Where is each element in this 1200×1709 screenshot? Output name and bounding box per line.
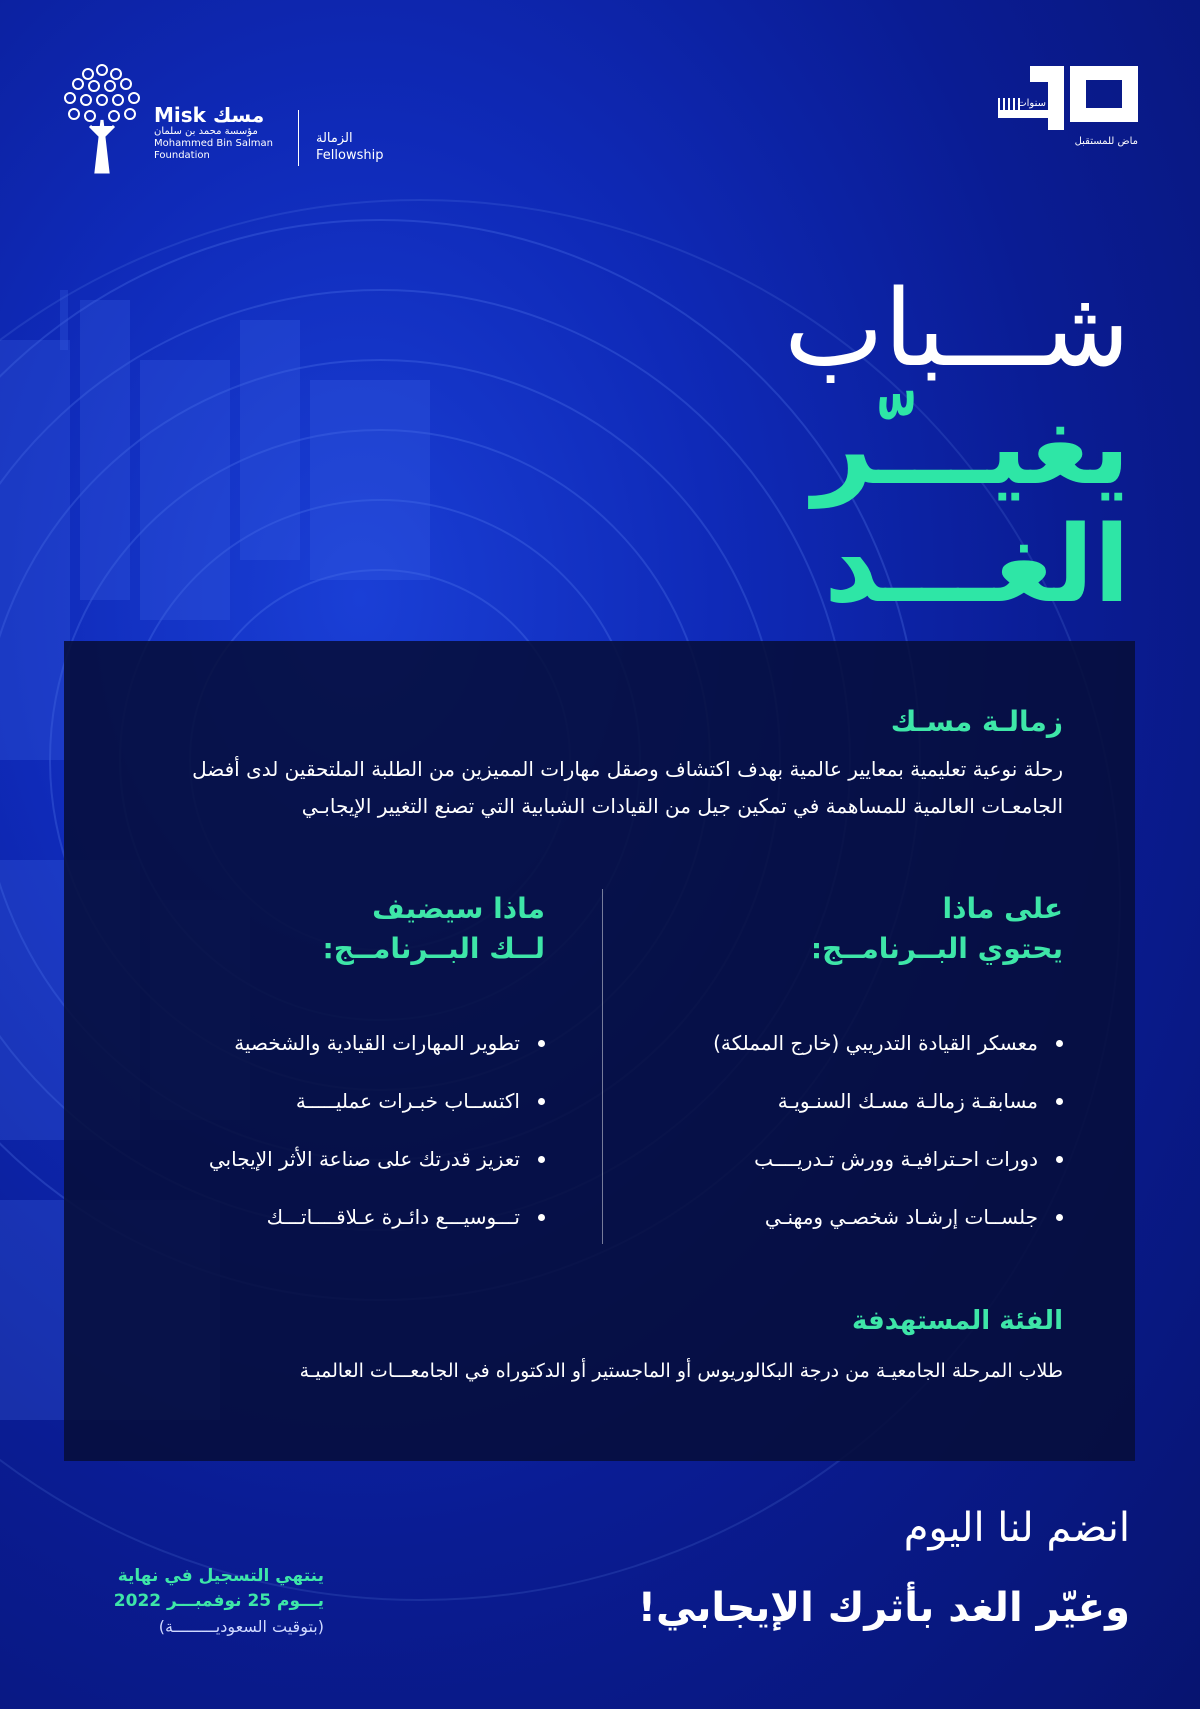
contents-list xyxy=(643,1029,1063,1231)
list-item xyxy=(125,1087,545,1115)
hero-title xyxy=(783,267,1130,626)
list-item-text: دورات احـترافيـة وورش تـدريــــب xyxy=(754,1147,1038,1171)
list-item xyxy=(125,1203,545,1231)
contents-title-line-1: على ماذا xyxy=(942,892,1063,925)
ten-years-logo xyxy=(990,62,1140,152)
fellowship-label xyxy=(316,130,383,164)
list-item-text: مسابقـة زمالـة مسـك السنـويـة xyxy=(777,1089,1038,1113)
target-text: طلاب المرحلة الجامعيـة من درجة البكالوريوس أو الماجستير أو الدكتوراه في الجامعـــات العالميـة xyxy=(299,1360,1063,1382)
join-heading: انضم لنا اليوم xyxy=(903,1505,1130,1551)
list-item-text: تعزيز قدرتك على صناعة الأثر الإيجابي xyxy=(208,1147,520,1171)
bullet-icon xyxy=(538,1098,545,1105)
contents-title xyxy=(643,889,1063,979)
bullet-icon xyxy=(538,1156,545,1163)
column-divider xyxy=(602,889,603,1244)
registration-deadline xyxy=(88,1564,324,1639)
list-item xyxy=(125,1029,545,1057)
anniversary-years: سنوات xyxy=(1017,98,1046,109)
fellowship-en: Fellowship xyxy=(316,148,384,163)
list-item xyxy=(643,1145,1063,1173)
hero-line-3: الغـــد xyxy=(824,503,1130,626)
benefits-title-line-1: ماذا سيضيف xyxy=(372,892,545,925)
list-item xyxy=(643,1087,1063,1115)
bullet-icon xyxy=(1056,1040,1063,1047)
list-item-text: جلســات إرشـاد شخصـي ومهنـي xyxy=(764,1205,1038,1229)
misk-sub-en-2: Foundation xyxy=(154,150,210,161)
contents-column xyxy=(643,889,1063,1261)
list-item-text: تـــوسيـــع دائـرة عـلاقــــاتـــك xyxy=(266,1205,520,1229)
bullet-icon xyxy=(538,1214,545,1221)
registration-line-1: ينتهي التسجيل في نهاية xyxy=(117,1566,324,1586)
join-subheading: وغيّر الغد بأثرك الإيجابي! xyxy=(637,1585,1130,1631)
contents-title-line-2: يحتوي البــرنامــج: xyxy=(810,932,1063,965)
benefits-column xyxy=(125,889,545,1261)
tree-icon xyxy=(60,60,144,176)
misk-text xyxy=(154,104,273,162)
logo-divider xyxy=(298,110,299,166)
benefits-title xyxy=(125,889,545,979)
misk-sub-en-1: Mohammed Bin Salman xyxy=(154,138,273,149)
bullet-icon xyxy=(1056,1098,1063,1105)
misk-name: Misk مسك xyxy=(154,103,265,127)
registration-line-3: (بتوقيت السعوديـــــــــة) xyxy=(158,1617,324,1636)
list-item xyxy=(643,1203,1063,1231)
hero-line-1: شـــباب xyxy=(783,267,1130,390)
misk-logo xyxy=(60,60,400,180)
bullet-icon xyxy=(1056,1156,1063,1163)
fellowship-ar: الزمالة xyxy=(316,131,353,146)
list-item-text: تطوير المهارات القيادية والشخصية xyxy=(234,1031,520,1055)
list-item-text: معسكر القيادة التدريبي (خارج المملكة) xyxy=(713,1031,1038,1055)
benefits-list xyxy=(125,1029,545,1231)
about-title: زمالـة مسـك xyxy=(890,705,1063,738)
list-item-text: اكتســاب خبـرات عمليـــــة xyxy=(295,1089,520,1113)
about-text: رحلة نوعية تعليمية بمعايير عالمية بهدف اكتشاف وصقل مهارات المميزين من الطلبة الملتحقين لدى أفضل الجامعـات العالمية للمساهمة في تمكين جيل من القيادات الشبابية التي تصنع التغيير الإيجابـي xyxy=(192,757,1063,818)
benefits-title-line-2: لــك البــرنامــج: xyxy=(322,932,545,965)
misk-sub-ar: مؤسسة محمد بن سلمان xyxy=(154,126,258,137)
target-title: الفئة المستهدفة xyxy=(852,1306,1063,1336)
anniversary-tagline: ماض للمستقبل xyxy=(1074,136,1138,147)
bullet-icon xyxy=(1056,1214,1063,1221)
hero-line-2: يغيـــّر xyxy=(812,385,1130,508)
list-item xyxy=(125,1145,545,1173)
info-panel xyxy=(64,641,1135,1461)
bullet-icon xyxy=(538,1040,545,1047)
list-item xyxy=(643,1029,1063,1057)
registration-line-2: يـــوم 25 نوفمبـــر 2022 xyxy=(113,1591,324,1611)
